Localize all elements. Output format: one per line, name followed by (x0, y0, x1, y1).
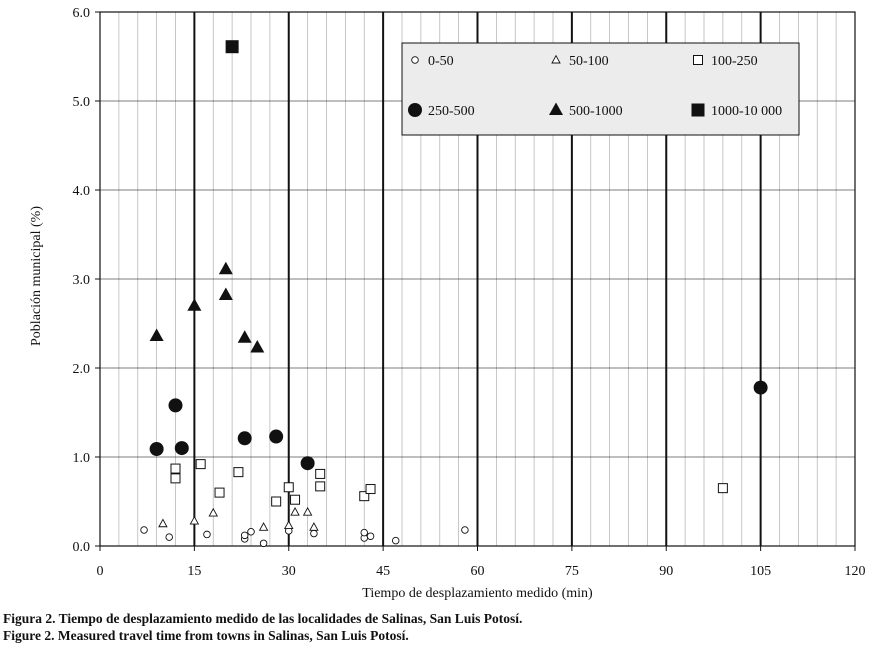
x-tick-label: 120 (844, 564, 866, 579)
data-point-100-250 (718, 484, 727, 493)
x-tick-label: 0 (96, 564, 104, 579)
data-point-250-500 (301, 456, 315, 470)
data-point-0-50 (141, 527, 148, 534)
legend-marker-100-250 (694, 56, 703, 65)
data-point-50-100 (285, 521, 293, 528)
y-axis-title: Población municipal (%) (29, 206, 44, 346)
x-tick-label: 15 (187, 564, 202, 579)
data-point-100-250 (171, 464, 180, 473)
data-point-100-250 (234, 468, 243, 477)
legend-label: 0-50 (428, 54, 454, 69)
y-tick-label: 0.0 (72, 540, 90, 555)
legend-marker-1000-10-000 (692, 104, 705, 117)
legend-label: 50-100 (569, 54, 609, 69)
data-point-100-250 (366, 485, 375, 494)
data-point-500-1000 (238, 330, 252, 343)
legend-label: 100-250 (711, 54, 758, 69)
y-tick-label: 3.0 (72, 273, 90, 288)
data-point-0-50 (204, 531, 211, 538)
data-point-250-500 (238, 431, 252, 445)
y-tick-label: 6.0 (72, 6, 90, 21)
data-point-0-50 (260, 540, 267, 547)
figure-caption-spanish: Figura 2. Tiempo de desplazamiento medido de las localidades de Salinas, San Luis Potosí. (3, 611, 523, 626)
data-point-50-100 (291, 508, 299, 515)
data-point-0-50 (361, 529, 368, 536)
legend (402, 43, 799, 135)
x-tick-label: 90 (659, 564, 674, 579)
legend-marker-0-50 (412, 57, 419, 64)
data-point-250-500 (150, 442, 164, 456)
data-point-50-100 (159, 519, 167, 526)
data-point-0-50 (241, 532, 248, 539)
legend-marker-250-500 (408, 103, 422, 117)
x-axis-title: Tiempo de desplazamiento medido (min) (362, 586, 593, 601)
data-point-100-250 (284, 483, 293, 492)
data-point-100-250 (196, 460, 205, 469)
data-point-500-1000 (219, 288, 233, 301)
y-tick-label: 1.0 (72, 451, 90, 466)
x-tick-label: 45 (376, 564, 391, 579)
data-point-0-50 (166, 534, 173, 541)
data-point-250-500 (269, 430, 283, 444)
y-tick-label: 2.0 (72, 362, 90, 377)
figure-caption-english: Figure 2. Measured travel time from towns in Salinas, San Luis Potosí. (3, 628, 409, 643)
data-point-500-1000 (250, 340, 264, 353)
legend-label: 250-500 (428, 104, 475, 119)
data-point-50-100 (190, 517, 198, 524)
data-point-0-50 (392, 537, 399, 544)
data-point-500-1000 (187, 298, 201, 311)
y-tick-label: 4.0 (72, 184, 90, 199)
data-point-50-100 (209, 509, 217, 516)
x-tick-label: 60 (470, 564, 485, 579)
data-point-0-50 (248, 528, 255, 535)
data-point-50-100 (310, 523, 318, 530)
x-tick-label: 30 (281, 564, 296, 579)
data-point-100-250 (272, 497, 281, 506)
data-point-0-50 (311, 530, 318, 537)
data-point-100-250 (291, 495, 300, 504)
data-point-0-50 (367, 533, 374, 540)
x-tick-label: 105 (750, 564, 772, 579)
data-point-1000-10-000 (226, 40, 239, 53)
data-point-500-1000 (150, 328, 164, 341)
data-point-100-250 (215, 488, 224, 497)
data-point-50-100 (304, 508, 312, 515)
data-point-500-1000 (219, 262, 233, 275)
data-point-250-500 (754, 381, 768, 395)
legend-label: 1000-10 000 (711, 104, 783, 119)
data-point-100-250 (316, 469, 325, 478)
data-point-250-500 (175, 441, 189, 455)
data-point-50-100 (260, 523, 268, 530)
data-point-0-50 (462, 527, 469, 534)
x-tick-label: 75 (564, 564, 579, 579)
data-point-100-250 (171, 474, 180, 483)
data-point-100-250 (316, 482, 325, 491)
data-point-250-500 (169, 398, 183, 412)
legend-label: 500-1000 (569, 104, 623, 119)
y-tick-label: 5.0 (72, 95, 90, 110)
